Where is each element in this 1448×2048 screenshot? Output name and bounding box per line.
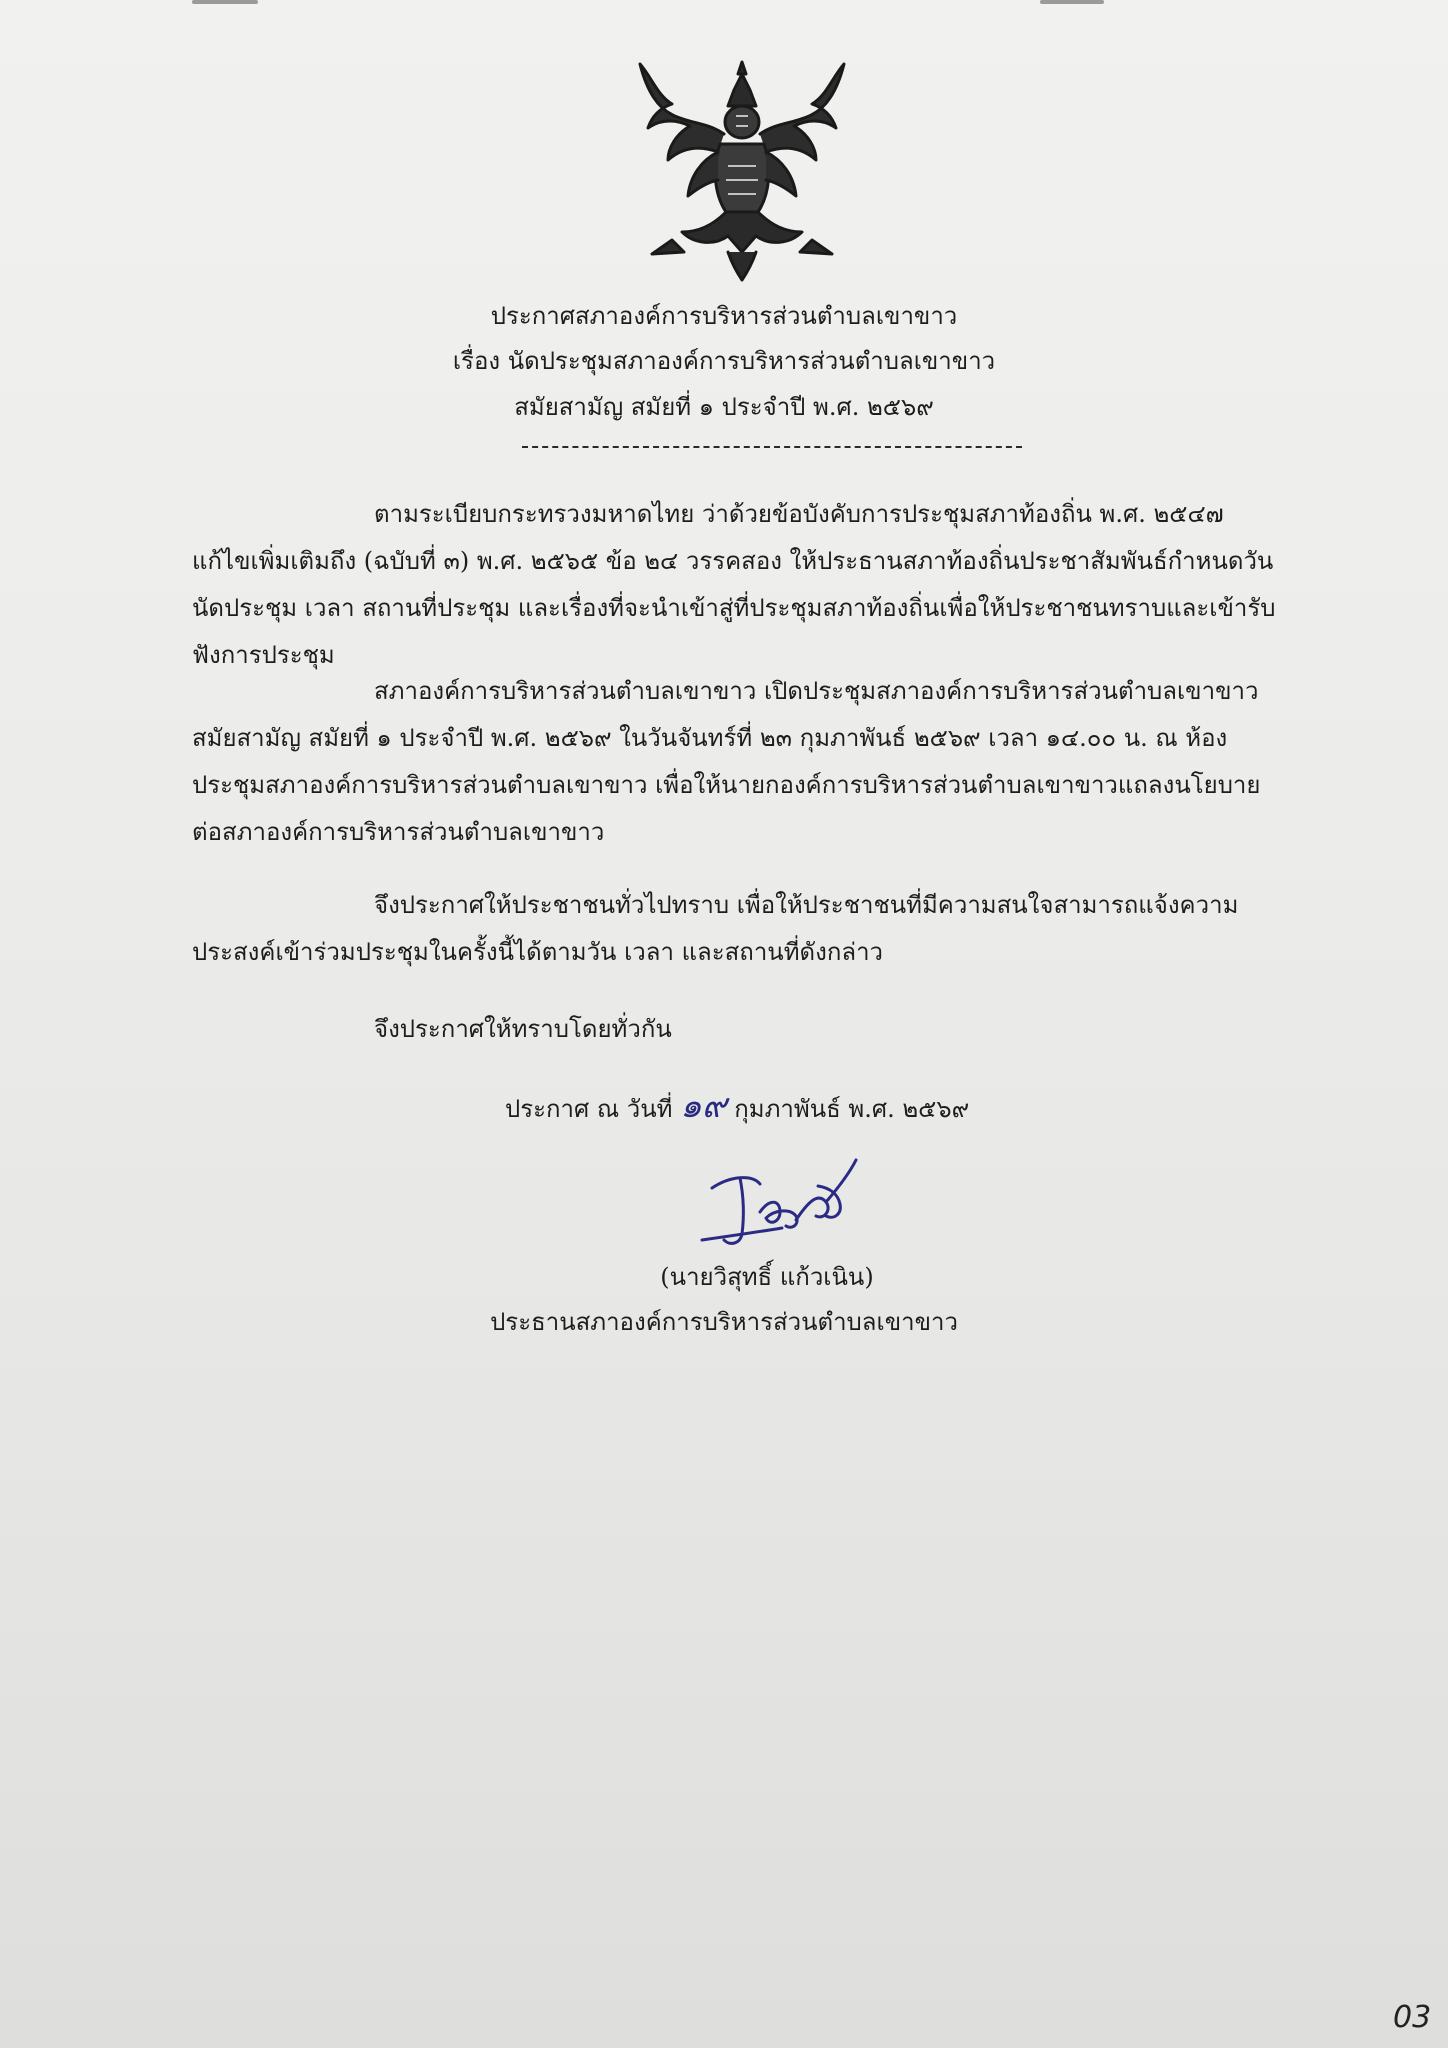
announcement-session: สมัยสามัญ สมัยที่ ๑ ประจำปี พ.ศ. ๒๕๖๙: [514, 393, 934, 421]
announcement-subject: เรื่อง นัดประชุมสภาองค์การบริหารส่วนตำบลเขาขาว: [452, 347, 996, 375]
paragraph-line: สภาองค์การบริหารส่วนตำบลเขาขาว เปิดประชุมสภาองค์การบริหารส่วนตำบลเขาขาว: [374, 677, 1259, 705]
handwritten-day: ๑๙: [680, 1086, 727, 1126]
paragraph-line: ตามระเบียบกระทรวงมหาดไทย ว่าด้วยข้อบังคับการประชุมสภาท้องถิ่น พ.ศ. ๒๕๔๗: [374, 500, 1224, 528]
announcement-title: ประกาศสภาองค์การบริหารส่วนตำบลเขาขาว: [490, 302, 958, 330]
paragraph-line: ประสงค์เข้าร่วมประชุมในครั้งนี้ได้ตามวัน เวลา และสถานที่ดังกล่าว: [192, 938, 884, 966]
staple-mark: [192, 0, 258, 4]
garuda-emblem-icon: [632, 56, 852, 284]
signer-name: (นายวิสุทธิ์ แก้วเนิน): [660, 1263, 874, 1291]
paragraph-legal-basis: [192, 491, 1352, 679]
closing-statement: [192, 1006, 1352, 1053]
paragraph-meeting-details: [192, 668, 1352, 856]
date-prefix: ประกาศ ณ วันที่: [505, 1095, 673, 1123]
page-number: 03: [1393, 2000, 1432, 2035]
paragraph-line: นัดประชุม เวลา สถานที่ประชุม และเรื่องที่จะนำเข้าสู่ที่ประชุมสภาท้องถิ่นเพื่อให้ประชาชนทราบและเข้ารับ: [192, 594, 1276, 622]
paragraph-line: แก้ไขเพิ่มเติมถึง (ฉบับที่ ๓) พ.ศ. ๒๕๖๕ ข้อ ๒๔ วรรคสอง ให้ประธานสภาท้องถิ่นประชาสัมพันธ์กำหนดวัน: [192, 547, 1274, 575]
paragraph-line: จึงประกาศให้ประชาชนทั่วไปทราบ เพื่อให้ประชาชนที่มีความสนใจสามารถแจ้งความ: [374, 891, 1239, 919]
signer-position: ประธานสภาองค์การบริหารส่วนตำบลเขาขาว: [490, 1308, 958, 1336]
paragraph-line: ต่อสภาองค์การบริหารส่วนตำบลเขาขาว: [192, 818, 605, 846]
paragraph-public-notice: [192, 882, 1352, 976]
paragraph-line: ฟังการประชุม: [192, 641, 335, 669]
proclamation-date: [505, 1078, 969, 1132]
closing-line: จึงประกาศให้ทราบโดยทั่วกัน: [374, 1015, 672, 1043]
signature-mark: [700, 1148, 870, 1258]
paragraph-line: สมัยสามัญ สมัยที่ ๑ ประจำปี พ.ศ. ๒๕๖๙ ในวันจันทร์ที่ ๒๓ กุมภาพันธ์ ๒๕๖๙ เวลา ๑๔.๐๐ น. ณ ห้อง: [192, 724, 1228, 752]
paragraph-line: ประชุมสภาองค์การบริหารส่วนตำบลเขาขาว เพื่อให้นายกองค์การบริหารส่วนตำบลเขาขาวแถลงนโยบาย: [192, 771, 1261, 799]
title-divider: [522, 446, 1022, 448]
staple-mark: [1040, 0, 1104, 4]
date-suffix: กุมภาพันธ์ พ.ศ. ๒๕๖๙: [734, 1095, 970, 1123]
